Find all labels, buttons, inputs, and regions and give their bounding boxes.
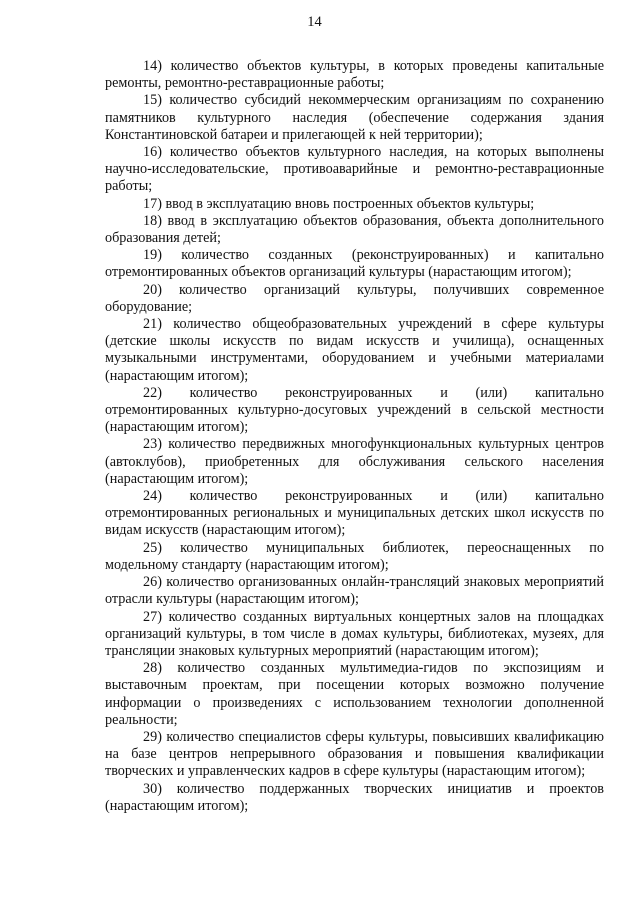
list-item: 28) количество созданных мультимедиа-гидов по экспозициям и выставочным проектам, при посещении которых возможно получение информации о произведениях с использованием технологии дополненной реальности; [105,660,604,728]
list-item: 14) количество объектов культуры, в которых проведены капитальные ремонты, ремонтно-реставрационные работы; [105,58,604,92]
list-item: 30) количество поддержанных творческих инициатив и проектов (нарастающим итогом); [105,780,604,814]
list-item: 27) количество созданных виртуальных концертных залов на площадках организаций культуры, в том числе в домах культуры, библиотеках, музеях, для трансляции знаковых культурных мероприятий (нарастающим итогом); [105,608,604,659]
list-item: 20) количество организаций культуры, получивших современное оборудование; [105,281,604,315]
list-item: 17) ввод в эксплуатацию вновь построенных объектов культуры; [143,195,535,212]
list-item: 23) количество передвижных многофункциональных культурных центров (автоклубов), приобретенных для обслуживания сельского населения (нарастающим итогом); [105,436,604,487]
list-item: 25) количество муниципальных библиотек, переоснащенных по модельному стандарту (нарастающим итогом); [105,539,604,573]
list-item: 18) ввод в эксплуатацию объектов образования, объекта дополнительного образования детей; [105,212,604,247]
list-item: 22) количество реконструированных и (или) капитально отремонтированных культурно-досуговых учреждений в сельской местности (нарастающим итогом); [105,384,604,436]
list-item: 26) количество организованных онлайн-трансляций знаковых мероприятий отрасли культуры (нарастающим итогом); [105,574,604,608]
page-number: 14 [307,14,322,30]
document-body [105,58,604,815]
list-item: 24) количество реконструированных и (или) капитально отремонтированных региональных и муниципальных детских школ искусств по видам искусств (нарастающим итогом); [105,488,604,539]
list-item: 16) количество объектов культурного наследия, на которых выполнены научно-исследовательские, противоаварийные и ремонтно-реставрационные работы; [105,144,604,195]
list-item: 19) количество созданных (реконструированных) и капитально отремонтированных объектов организаций культуры (нарастающим итогом); [105,247,604,281]
list-item: 29) количество специалистов сферы культуры, повысивших квалификацию на базе центров непрерывного образования и повышения квалификации творческих и управленческих кадров в сфере культуры (нарастающим итогом); [105,728,604,780]
list-item: 15) количество субсидий некоммерческим организациям по сохранению памятников культурного наследия (обеспечение содержания здания Константиновской батареи и прилегающей к ней территории); [105,92,604,143]
list-item: 21) количество общеобразовательных учреждений в сфере культуры (детские школы искусств по видам искусств и училища), оснащенных музыкальными инструментами, оборудованием и учебными материалами (нарастающим итогом); [105,316,604,384]
